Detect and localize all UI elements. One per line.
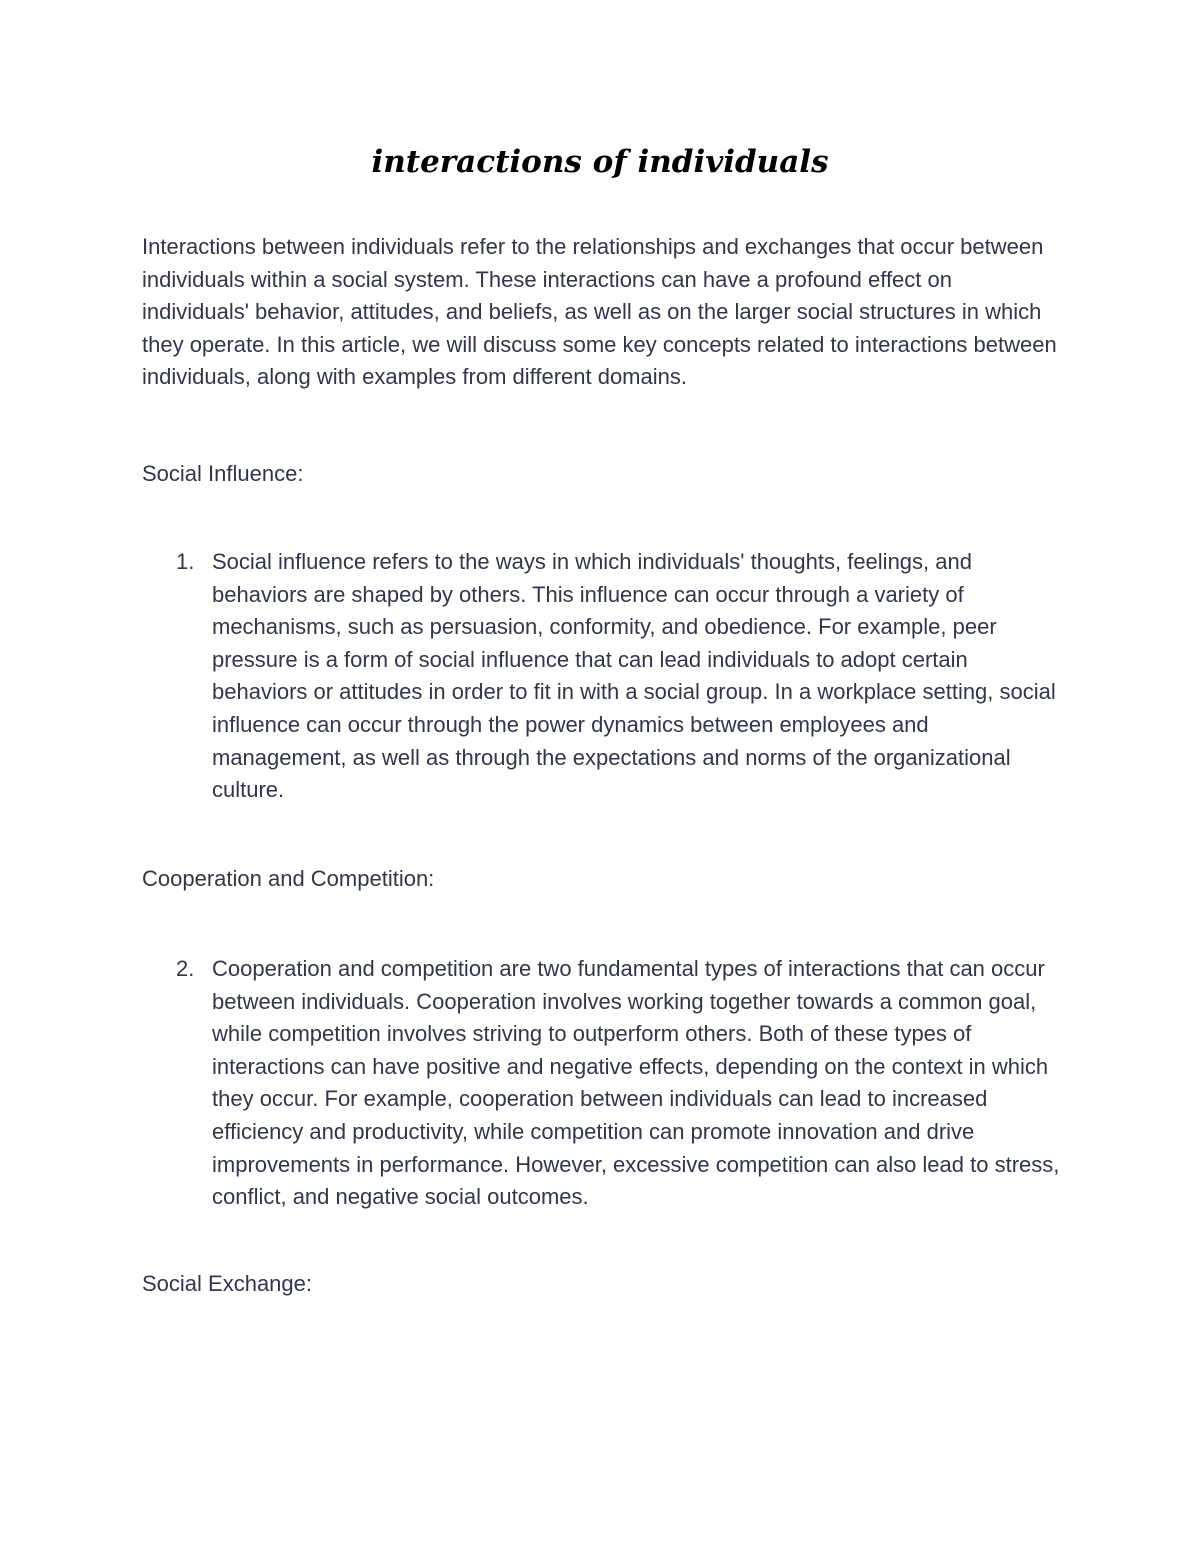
list-item-text: Cooperation and competition are two fundamental types of interactions that can occur between individuals. Cooperation involves working together towards a common goal, while competition involves striving to outperform others. Both of these types of interactions can have positive and negative effects, depending on the context in which they occur. For example, cooperation between individuals can lead to increased efficiency and productivity, while competition can promote innovation and drive improvements in performance. However, excessive competition can also lead to stress, conflict, and negative social outcomes. bbox=[212, 956, 1060, 1210]
section-heading-social-influence: Social Influence: bbox=[142, 461, 304, 486]
list-item-number: 1. bbox=[176, 549, 195, 574]
document-title: interactions of individuals bbox=[371, 144, 829, 180]
list-item-number: 2. bbox=[176, 956, 195, 981]
section-heading-cooperation-competition: Cooperation and Competition: bbox=[142, 866, 435, 891]
list-item-text: Social influence refers to the ways in which individuals' thoughts, feelings, and behaviors are shaped by others. This influence can occur through a variety of mechanisms, such as persuasion, conformity, and obedience. For example, peer pressure is a form of social influence that can lead individuals to adopt certain behaviors or attitudes in order to fit in with a social group. In a workplace setting, social influence can occur through the power dynamics between employees and management, as well as through the expectations and norms of the organizational culture. bbox=[212, 549, 1056, 803]
intro-paragraph: Interactions between individuals refer to the relationships and exchanges that occur between individuals within a social system. These interactions can have a profound effect on individuals' behavior, attitudes, and beliefs, as well as on the larger social structures in which they operate. In this article, we will discuss some key concepts related to interactions between individuals, along with examples from different domains. bbox=[142, 234, 1057, 390]
section-heading-social-exchange: Social Exchange: bbox=[142, 1271, 312, 1296]
